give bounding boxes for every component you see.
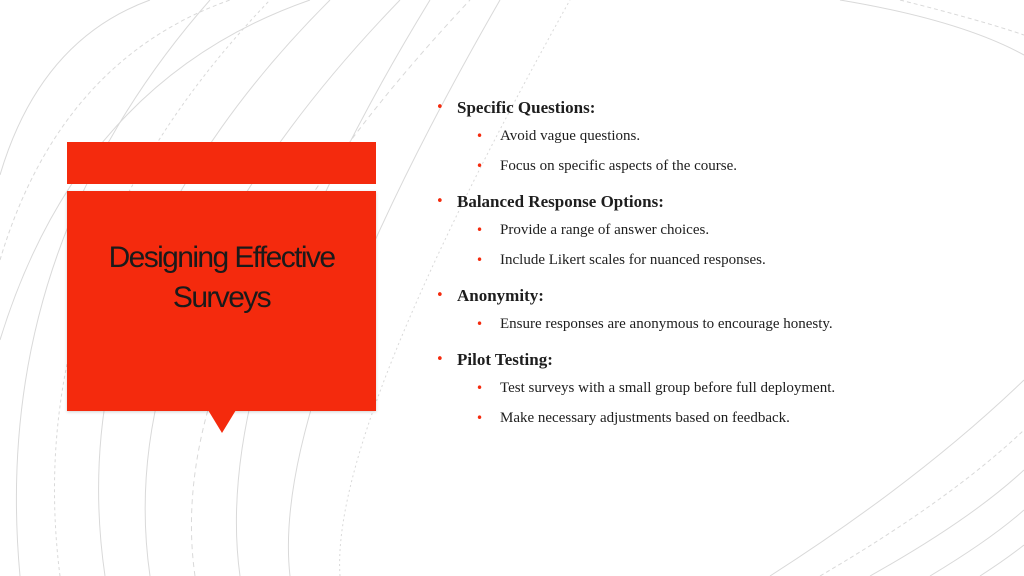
section-heading-text: Balanced Response Options: <box>457 192 664 211</box>
list-item <box>436 309 996 339</box>
bullet-dot-icon: • <box>476 381 484 395</box>
list-item-text: Ensure responses are anonymous to encourage honesty. <box>500 316 833 332</box>
list-item-text: Include Likert scales for nuanced responses. <box>500 252 766 268</box>
bullet-dot-icon: • <box>476 129 484 143</box>
bullet-dot-icon: • <box>436 352 444 367</box>
list-item <box>436 373 996 403</box>
list-item <box>436 121 996 151</box>
bullet-dot-icon: • <box>436 100 444 115</box>
list-item-text: Make necessary adjustments based on feedback. <box>500 410 790 426</box>
list-item <box>436 245 996 275</box>
section-heading <box>436 347 996 373</box>
title-box-pointer <box>208 410 236 433</box>
list-item <box>436 151 996 181</box>
list-item-text: Provide a range of answer choices. <box>500 222 710 238</box>
bullet-dot-icon: • <box>436 288 444 303</box>
section-heading <box>436 283 996 309</box>
slide-title-line-1: Designing Effective <box>108 241 335 274</box>
section-heading-text: Specific Questions: <box>457 98 596 117</box>
slide-title <box>67 238 376 318</box>
section-heading-text: Anonymity: <box>457 286 544 305</box>
bullet-dot-icon: • <box>436 194 444 209</box>
list-item-text: Focus on specific aspects of the course. <box>500 158 738 174</box>
section-heading <box>436 95 996 121</box>
bullet-dot-icon: • <box>476 223 484 237</box>
bullet-dot-icon: • <box>476 317 484 331</box>
section-heading-text: Pilot Testing: <box>457 350 553 369</box>
bullet-dot-icon: • <box>476 411 484 425</box>
bullet-dot-icon: • <box>476 253 484 267</box>
slide-title-line-2: Surveys <box>172 281 271 314</box>
bullet-dot-icon: • <box>476 159 484 173</box>
list-item-text: Test surveys with a small group before full deployment. <box>500 380 836 396</box>
list-item <box>436 403 996 433</box>
bullet-list <box>436 95 996 433</box>
list-item-text: Avoid vague questions. <box>500 128 641 144</box>
title-accent-bar <box>67 142 376 184</box>
section-heading <box>436 189 996 215</box>
list-item <box>436 215 996 245</box>
